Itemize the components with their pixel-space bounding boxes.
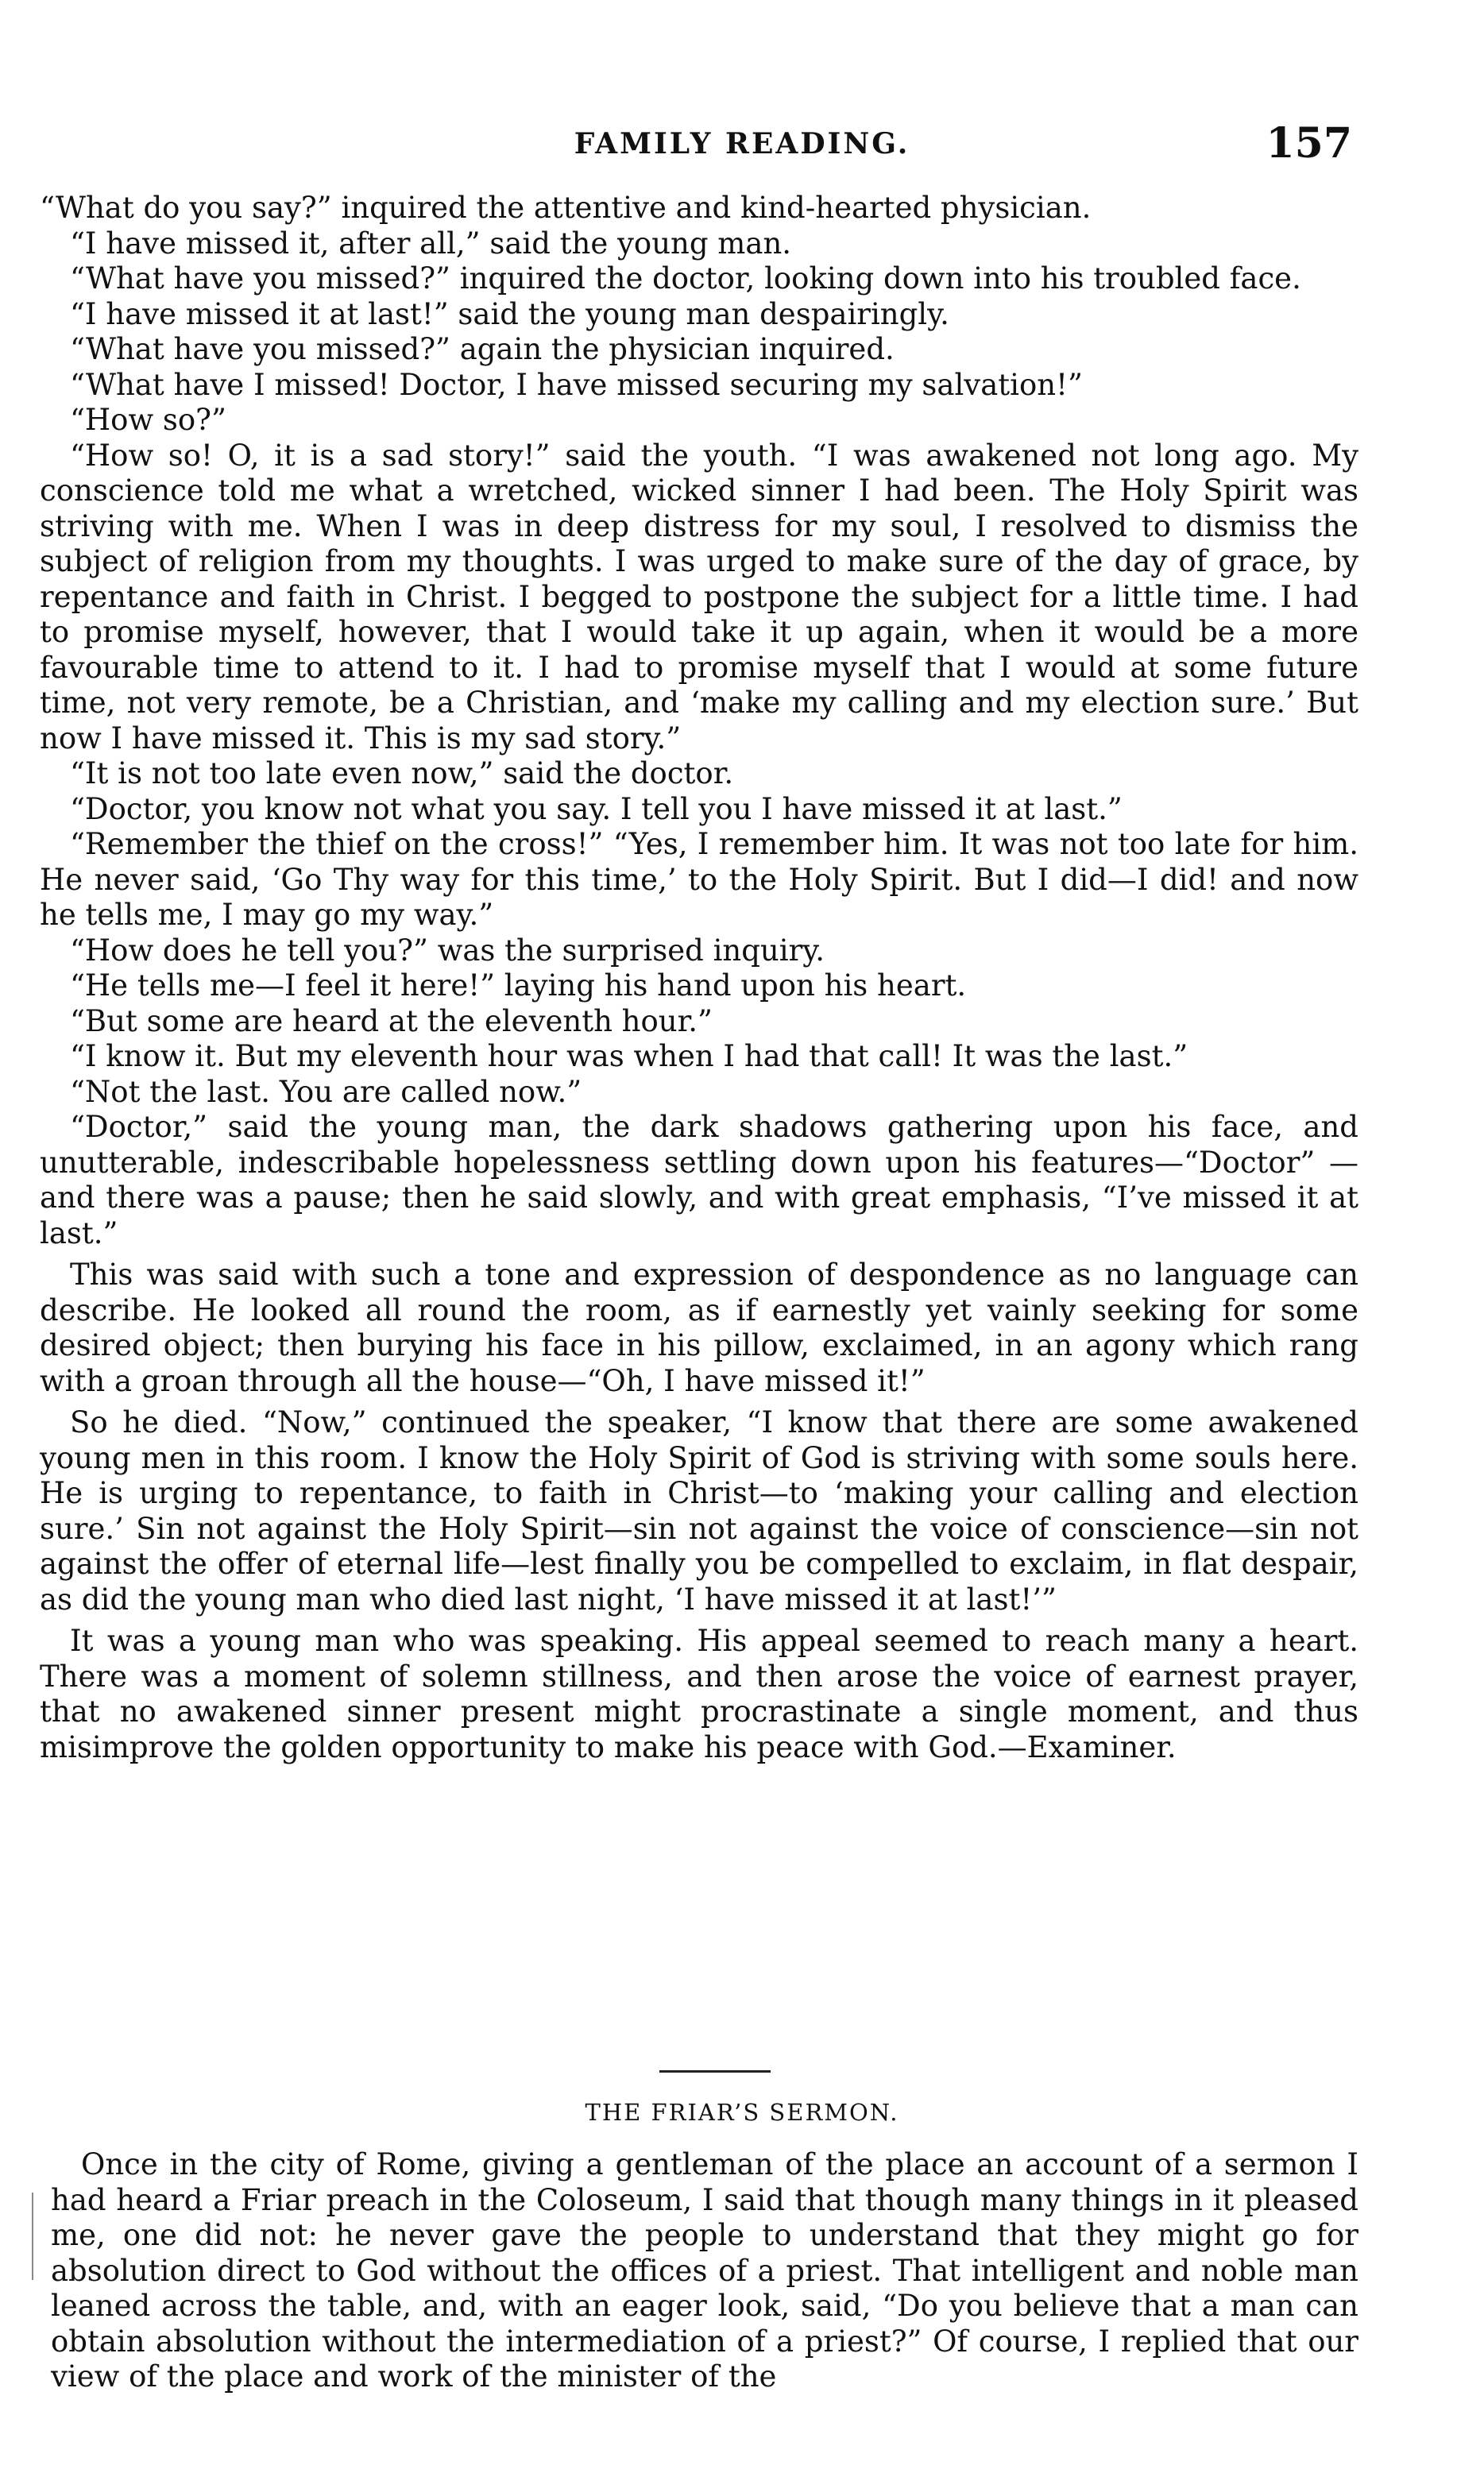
paragraph: “What do you say?” inquired the attentive and kind-hearted physician.: [40, 191, 1092, 225]
section-title: THE FRIAR’S SERMON.: [585, 2099, 899, 2126]
paragraph: “Doctor, you know not what you say. I tell you I have missed it at last.”: [70, 791, 1123, 826]
paragraph: “What have you missed?” again the physician inquired.: [70, 332, 895, 366]
paragraph: “Not the last. You are called now.”: [70, 1074, 582, 1109]
paragraph: “But some are heard at the eleventh hour.”: [70, 1003, 713, 1038]
paragraph: “What have you missed?” inquired the doctor, looking down into his troubled face.: [70, 261, 1301, 296]
paragraph: This was said with such a tone and expression of despondence as no language can describe. He looked all round the room, as if earnestly yet vainly seeking for some desired object; then burying his face in his pillow, exclaimed, in an agony which rang with a groan through all the house—“Oh, I have missed it!”: [40, 1258, 1358, 1398]
running-head: [0, 119, 1484, 170]
paragraph: “He tells me—I feel it here!” laying his hand upon his heart.: [70, 968, 967, 1003]
paragraph: “How so?”: [70, 403, 226, 437]
paragraph: It was a young man who was speaking. His appeal seemed to reach many a heart. There was a moment of solemn stillness, and then arose the voice of earnest prayer, that no awakened sinner present might procrastinate a single moment, and thus misimprove the golden opportunity to make his peace with God.—Examiner.: [40, 1624, 1358, 1764]
section-body: [51, 2147, 1358, 2395]
article-body: [40, 191, 1358, 1765]
running-title: FAMILY READING.: [574, 127, 910, 160]
section-divider: [659, 2070, 771, 2073]
paragraph: “How does he tell you?” was the surprised inquiry.: [70, 933, 825, 968]
margin-mark: [32, 2193, 33, 2280]
paragraph: “How so! O, it is a sad story!” said the youth. “I was awakened not long ago. My conscience told me what a wretched, wicked sinner I had been. The Holy Spirit was striving with me. When I was in deep distress for my soul, I resolved to dismiss the subject of religion from my thoughts. I was urged to make sure of the day of grace, by repentance and faith in Christ. I begged to postpone the subject for a little time. I had to promise myself, however, that I would take it up again, when it would be a more favourable time to attend to it. I had to promise myself that I would at some future time, not very remote, be a Christian, and ‘make my calling and my election sure.’ But now I have missed it. This is my sad story.”: [40, 438, 1358, 755]
paragraph: “Remember the thief on the cross!” “Yes, I remember him. It was not too late for him. He never said, ‘Go Thy way for this time,’ to the Holy Spirit. But I did—I did! and now he tells me, I may go my way.”: [40, 827, 1358, 932]
page-number: 157: [1266, 119, 1352, 168]
paragraph: “I have missed it at last!” said the young man despairingly.: [70, 296, 949, 331]
paragraph: So he died. “Now,” continued the speaker, “I know that there are some awakened young men in this room. I know the Holy Spirit of God is striving with some souls here. He is urging to repentance, to faith in Christ—to ‘making your calling and election sure.’ Sin not against the Holy Spirit—sin not against the voice of conscience—sin not against the offer of eternal life—lest finally you be compelled to exclaim, in flat despair, as did the young man who died last night, ‘I have missed it at last!’”: [40, 1405, 1358, 1617]
paragraph: “It is not too late even now,” said the doctor.: [70, 756, 734, 790]
paragraph: “What have I missed! Doctor, I have missed securing my salvation!”: [70, 367, 1083, 402]
paragraph: Once in the city of Rome, giving a gentleman of the place an account of a sermon I had heard a Friar preach in the Coloseum, I said that though many things in it pleased me, one did not: he never gave the people to understand that they might go for absolution direct to God without the offices of a priest. That intelligent and noble man leaned across the table, and, with an eager look, said, “Do you believe that a man can obtain absolution without the intermediation of a priest?” Of course, I replied that our view of the place and work of the minister of the: [51, 2147, 1358, 2394]
paragraph: “Doctor,” said the young man, the dark shadows gathering upon his face, and unutterable, indescribable hopelessness settling down upon his features—“Doctor” —and there was a pause; then he said slowly, and with great emphasis, “I’ve missed it at last.”: [40, 1110, 1358, 1250]
paragraph: “I have missed it, after all,” said the young man.: [70, 226, 792, 261]
paragraph: “I know it. But my eleventh hour was when I had that call! It was the last.”: [70, 1039, 1188, 1073]
